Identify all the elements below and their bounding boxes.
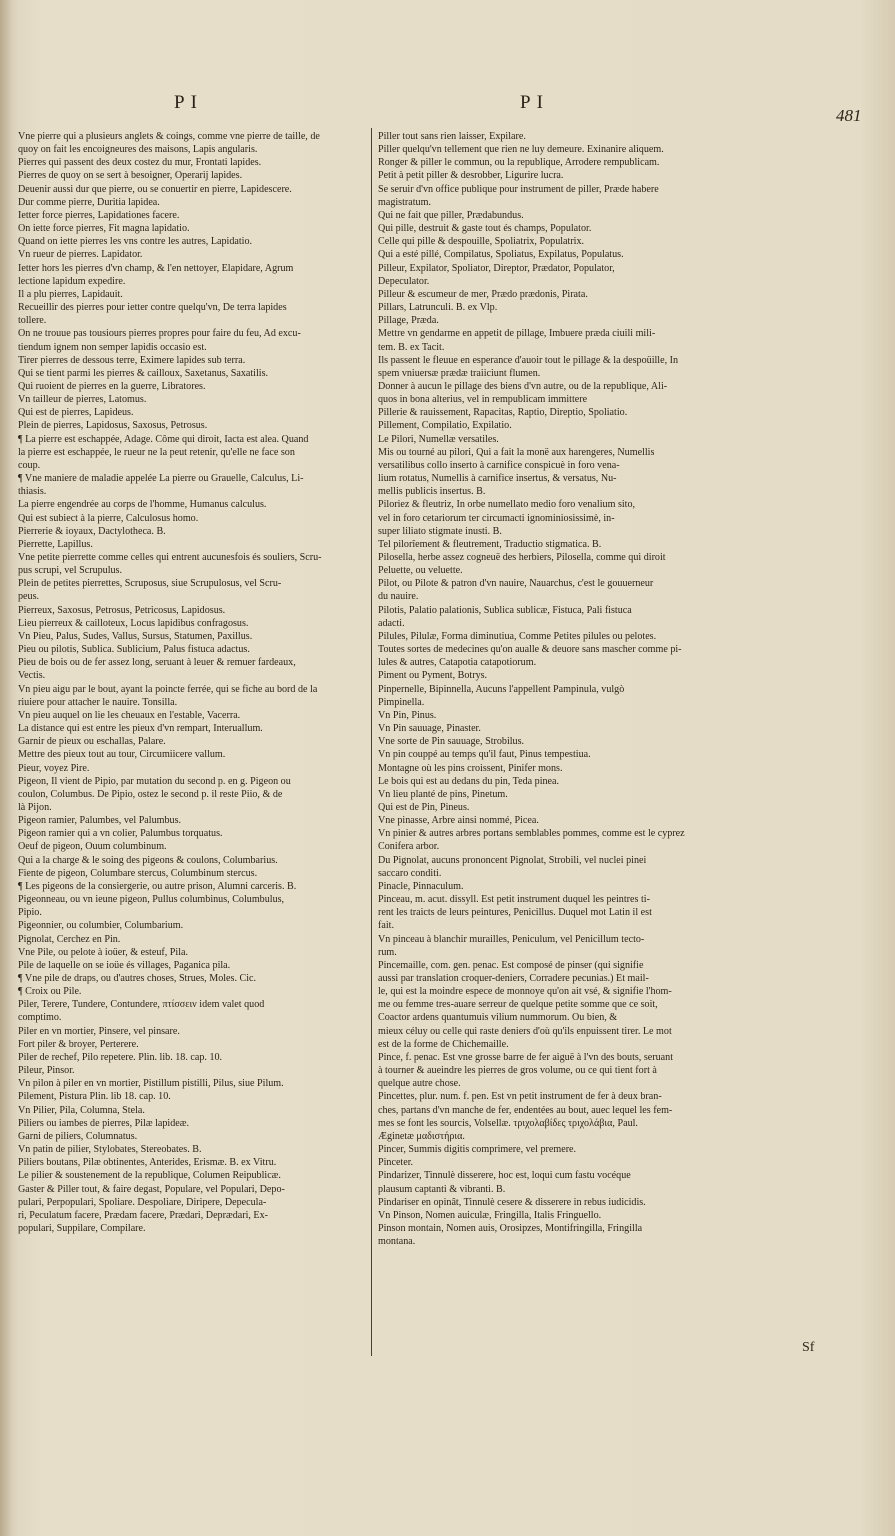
dictionary-line: Piloriez & fleutriz, In orbe numellato medio foro venalium sito, (378, 499, 636, 511)
dictionary-line: Pigeonnier, ou columbier, Columbarium. (18, 920, 184, 932)
dictionary-line: Vn patin de pilier, Stylobates, Stereobates. B. (18, 1144, 202, 1156)
running-head-right: PI (520, 92, 549, 113)
dictionary-line: tiendum ignem non semper lapidis occasio est. (18, 341, 207, 353)
dictionary-line: Pinceter. (378, 1157, 414, 1169)
dictionary-line: Toutes sortes de medecines qu'on aualle & deuore sans mascher comme pi- (378, 644, 682, 656)
dictionary-line: Pilot, ou Pilote & patron d'vn nauire, Nauarchus, c'est le gouuerneur (378, 578, 654, 590)
dictionary-line: Il a plu pierres, Lapidauit. (18, 288, 123, 300)
dictionary-line: Vne sorte de Pin sauuage, Strobilus. (378, 736, 525, 748)
dictionary-line: Pierrerie & ioyaux, Dactylotheca. B. (18, 525, 166, 537)
dictionary-line: Vne pierre qui a plusieurs anglets & coings, comme vne pierre de taille, de (18, 131, 320, 142)
dictionary-line: Pincemaille, com. gen. penac. Est composé de pinser (qui signifie (378, 959, 644, 971)
dictionary-line: Pierreux, Saxosus, Petrosus, Petricosus, Lapidosus. (18, 604, 226, 616)
dictionary-line: Qui est subiect à la pierre, Calculosus homo. (18, 512, 199, 524)
dictionary-line: Mettre vn gendarme en appetit de pillage, Imbuere præda ciuili mili- (378, 328, 656, 340)
dictionary-line: Ils passent le fleuue en esperance d'auoir tout le pillage & la despoüille, In (378, 354, 679, 366)
right-column (378, 130, 848, 1248)
dictionary-line: Pilleur & escumeur de mer, Prædo prædonis, Pirata. (378, 288, 588, 300)
dictionary-line: Vn Pinson, Nomen auiculæ, Fringilla, Italis Fringuello. (378, 1209, 602, 1221)
dictionary-line: rent les traicts de leurs peintures, Penicillus. Duquel mot Latin il est (378, 907, 652, 919)
dictionary-line: Piliers ou iambes de pierres, Pilæ lapideæ. (18, 1117, 190, 1129)
dictionary-line: montana. (378, 1236, 416, 1248)
dictionary-line: Pindariser en opinât, Tinnulè cesere & disserere in rebus iudicidis. (378, 1196, 646, 1208)
dictionary-line: Conifera arbor. (378, 841, 440, 853)
dictionary-line: tem. B. ex Tacit. (378, 341, 445, 353)
dictionary-line: Ietter force pierres, Lapidationes facere. (18, 209, 180, 221)
dictionary-line: Qui ruoient de pierres en la guerre, Libratores. (18, 380, 206, 392)
dictionary-line: Garni de piliers, Columnatus. (18, 1130, 138, 1142)
dictionary-line: Pillage, Præda. (378, 315, 439, 327)
dictionary-line: Lieu pierreux & cailloteux, Locus lapidibus confragosus. (18, 617, 249, 629)
dictionary-line: Pillement, Compilatio, Expilatio. (378, 420, 512, 432)
dictionary-line: Pimpinella. (378, 696, 425, 708)
dictionary-line: lium rotatus, Numellis à carnifice insertus, & versatus, Nu- (378, 473, 617, 485)
running-head-left: PI (174, 92, 203, 113)
dictionary-line: Coactor ardens quantumuis vilium nummorum. Ou bien, & (378, 1012, 618, 1024)
dictionary-line: Le bois qui est au dedans du pin, Teda pinea. (378, 775, 560, 787)
dictionary-line: ¶ La pierre est eschappée, Adage. Côme qui diroit, Iacta est alea. Quand (18, 433, 309, 445)
dictionary-line: Pierres de quoy on se sert à besoigner, Operarij lapides. (18, 170, 243, 182)
dictionary-line: Plein de petites pierrettes, Scruposus, siue Scrupulosus, vel Scru- (18, 578, 282, 590)
dictionary-line: ches, partans d'vn manche de fer, endentées au bout, auec lequel les fem- (378, 1104, 673, 1116)
dictionary-line: Pierres qui passent des deux costez du mur, Frontati lapides. (18, 157, 262, 169)
dictionary-line: Vn pinceau à blanchir murailles, Peniculum, vel Penicillum tecto- (378, 933, 645, 945)
dictionary-line: Celle qui pille & despouille, Spoliatrix, Populatrix. (378, 236, 585, 248)
dictionary-line: Piment ou Pyment, Botrys. (378, 670, 488, 682)
dictionary-line: coulon, Columbus. De Pipio, ostez le second p. il reste Piio, & de (18, 788, 283, 800)
dictionary-line: mellis publicis insertus. B. (378, 486, 486, 498)
dictionary-line: Qui est de Pin, Pineus. (378, 801, 470, 813)
dictionary-line: Ronger & piller le commun, ou la republique, Arrodere rempublicam. (378, 157, 660, 169)
dictionary-line: Donner à aucun le pillage des biens d'vn autre, ou de la republique, Ali- (378, 380, 668, 392)
dictionary-line: Pile de laquelle on se ioüe és villages, Paganica pila. (18, 959, 231, 971)
dictionary-line: Dur comme pierre, Duritia lapidea. (18, 196, 160, 208)
dictionary-line: Pieu de bois ou de fer assez long, seruant à leuer & remuer fardeaux, (18, 657, 296, 669)
dictionary-line: plausum captanti & vibranti. B. (378, 1183, 506, 1195)
dictionary-line: Recueillir des pierres pour ietter contre quelqu'vn, De terra lapides (18, 302, 287, 314)
dictionary-line: Le pilier & soustenement de la republique, Columen Reipublicæ. (18, 1170, 281, 1182)
dictionary-line: Depeculator. (378, 275, 430, 287)
dictionary-line: Qui a la charge & le soing des pigeons & coulons, Columbarius. (18, 854, 278, 866)
dictionary-line: Pigeonneau, ou vn ieune pigeon, Pullus columbinus, Columbulus, (18, 894, 285, 906)
dictionary-line: du nauire. (378, 591, 419, 603)
dictionary-line: Pignolat, Cerchez en Pin. (18, 933, 121, 945)
dictionary-line: lules & autres, Catapotia catapotiorum. (378, 657, 537, 669)
dictionary-line: riuiere pour attacher le nauire. Tonsilla. (18, 696, 178, 708)
dictionary-line: Vn Pin, Pinus. (378, 709, 437, 721)
dictionary-line: ¶ Croix ou Pile. (18, 986, 82, 998)
dictionary-line: Tirer pierres de dessous terre, Eximere lapides sub terra. (18, 354, 246, 366)
dictionary-line: coup. (18, 459, 41, 471)
dictionary-line: là Pijon. (18, 801, 52, 813)
dictionary-line: ¶ Vne pile de draps, ou d'autres choses, Strues, Moles. Cic. (18, 973, 257, 984)
dictionary-line: ri, Peculatum facere, Prædam facere, Prædari, Deprædari, Ex- (18, 1209, 269, 1221)
dictionary-line: Fiente de pigeon, Columbare stercus, Columbinum stercus. (18, 867, 258, 879)
dictionary-line: Oeuf de pigeon, Ouum columbinum. (18, 841, 167, 853)
dictionary-line: Qui ne fait que piller, Prædabundus. (378, 209, 524, 221)
dictionary-line: pus scrupi, vel Scrupulus. (18, 565, 123, 577)
dictionary-line: Vn pieu auquel on lie les cheuaux en l'estable, Vacerra. (18, 709, 241, 721)
dictionary-line: peus. (18, 591, 40, 603)
dictionary-line: Piler de rechef, Pilo repetere. Plin. lib. 18. cap. 10. (18, 1051, 223, 1063)
page-number: 481 (836, 106, 862, 125)
dictionary-line: Peluette, ou veluette. (378, 565, 463, 577)
dictionary-line: Plein de pierres, Lapidosus, Saxosus, Petrosus. (18, 420, 208, 432)
dictionary-line: Vn pinier & autres arbres portans semblables pommes, comme est le cyprez (378, 828, 685, 840)
dictionary-line: vel in foro cetariorum ter circumacti ignominiosissimè, in- (378, 512, 615, 524)
dictionary-line: La distance qui est entre les pieux d'vn rempart, Interuallum. (18, 723, 263, 735)
dictionary-line: Piliers boutans, Pilæ obtinentes, Anterides, Erismæ. B. ex Vitru. (18, 1157, 277, 1169)
dictionary-line: Qui est de pierres, Lapideus. (18, 407, 134, 419)
dictionary-line: Æginetæ μαδιστήρια. (378, 1130, 465, 1142)
dictionary-line: Pinson montain, Nomen auis, Orosipzes, Montifringilla, Fringilla (378, 1222, 643, 1234)
dictionary-line: Pinceau, m. acut. dissyll. Est petit instrument duquel les peintres ti- (378, 894, 650, 906)
dictionary-line: Pilotis, Palatio palationis, Sublica sublicæ, Fistuca, Pali fistuca (378, 604, 632, 616)
dictionary-line: Pierrette, Lapillus. (18, 538, 93, 550)
dictionary-line: spem vniuersæ prædæ traiiciunt flumen. (378, 367, 541, 379)
dictionary-line: Pilules, Pilulæ, Forma diminutiua, Comme Petites pilules ou pelotes. (378, 630, 657, 642)
dictionary-line: Pince, f. penac. Est vne grosse barre de fer aiguë à l'vn des bouts, seruant (378, 1051, 673, 1063)
dictionary-line: Pilement, Pistura Plin. lib 18. cap. 10. (18, 1091, 171, 1103)
dictionary-line: adacti. (378, 617, 405, 629)
dictionary-line: à tourner & aueindre les pierres de gros volume, ou ce qui tient fort à (378, 1065, 657, 1077)
dictionary-line: Qui pille, destruit & gaste tout és champs, Populator. (378, 223, 592, 235)
dictionary-line: super liliato stigmate inusti. B. (378, 525, 502, 537)
dictionary-line: comptimo. (18, 1012, 62, 1024)
dictionary-line: populari, Suppilare, Compilare. (18, 1222, 146, 1234)
dictionary-line: Pincettes, plur. num. f. pen. Est vn petit instrument de fer à deux bran- (378, 1091, 662, 1103)
dictionary-line: Gaster & Piller tout, & faire degast, Populare, vel Populari, Depo- (18, 1183, 285, 1195)
dictionary-line: la pierre est eschappée, le rueur ne la peut retenir, qu'elle ne face son (18, 446, 295, 458)
dictionary-line: Piler, Terere, Tundere, Contundere, πτίσσειν idem valet quod (18, 999, 265, 1011)
dictionary-line: Vn pin couppé au temps qu'il faut, Pinus tempestiua. (378, 749, 591, 761)
dictionary-line: Vn lieu planté de pins, Pinetum. (378, 788, 508, 800)
dictionary-line: La pierre engendrée au corps de l'homme, Humanus calculus. (18, 499, 267, 511)
dictionary-line: magistratum. (378, 196, 431, 208)
dictionary-line: Pigeon, Il vient de Pipio, par mutation du second p. en g. Pigeon ou (18, 775, 291, 787)
dictionary-line: mes se font les sourcis, Volsellæ. τριχολαβίδες τριχολάβια, Paul. (378, 1117, 638, 1129)
dictionary-line: Se seruir d'vn office publique pour instrument de piller, Præde habere (378, 183, 659, 195)
binding-gutter (0, 0, 12, 1536)
dictionary-line: Ietter hors les pierres d'vn champ, & l'en nettoyer, Elapidare, Agrum (18, 262, 294, 274)
dictionary-line: ¶ Les pigeons de la consiergerie, ou autre prison, Alumni carceris. B. (18, 880, 297, 892)
dictionary-line: Pilosella, herbe assez cogneuë des herbiers, Pilosella, comme qui diroit (378, 552, 666, 563)
dictionary-line: Quand on iette pierres les vns contre les autres, Lapidatio. (18, 236, 253, 248)
dictionary-line: Vectis. (18, 670, 46, 682)
dictionary-line: Pipio. (18, 907, 42, 919)
dictionary-line: Pigeon ramier, Palumbes, vel Palumbus. (18, 815, 182, 827)
dictionary-line: Vn Pin sauuage, Pinaster. (378, 723, 481, 735)
dictionary-line: saccaro conditi. (378, 867, 442, 879)
dictionary-line: Pillars, Latrunculi. B. ex Vlp. (378, 302, 498, 314)
dictionary-line: pulari, Perpopulari, Spoliare. Despoliare, Diripere, Depecula- (18, 1196, 267, 1208)
dictionary-line: Pilleur, Expilator, Spoliator, Direptor, Prædator, Populator, (378, 262, 615, 274)
dictionary-line: Qui a esté pillé, Compilatus, Spoliatus, Expilatus, Populatus. (378, 249, 624, 261)
dictionary-line: Pieu ou pilotis, Sublica. Sublicium, Palus fistuca adactus. (18, 644, 250, 656)
dictionary-line: Piller quelqu'vn tellement que rien ne luy demeure. Exinanire aliquem. (378, 144, 664, 156)
dictionary-line: Petit à petit piller & desrobber, Ligurire lucra. (378, 170, 564, 182)
dictionary-line: Pindarizer, Tinnulè disserere, hoc est, loqui cum fastu vocéque (378, 1170, 631, 1182)
dictionary-line: Vn pilon à piler en vn mortier, Pistillum pistilli, Pilus, siue Pilum. (18, 1078, 284, 1090)
dictionary-line: lectione lapidum expedire. (18, 275, 126, 287)
dictionary-line: Vn Pilier, Pila, Columna, Stela. (18, 1104, 145, 1116)
dictionary-line: Qui se tient parmi les pierres & cailloux, Saxetanus, Saxatilis. (18, 367, 269, 379)
dictionary-line: Piller tout sans rien laisser, Expilare. (378, 131, 526, 142)
dictionary-line: On iette force pierres, Fit magna lapidatio. (18, 223, 190, 235)
dictionary-line: Fort piler & broyer, Perterere. (18, 1038, 139, 1050)
dictionary-line: Mettre des pieux tout au tour, Circumiicere vallum. (18, 749, 226, 761)
dictionary-line: Vne petite pierrette comme celles qui entrent aucunesfois és souliers, Scru- (18, 552, 322, 563)
dictionary-line: tollere. (18, 315, 47, 327)
dictionary-line: Pinpernelle, Bipinnella, Aucuns l'appellent Pampinula, vulgò (378, 683, 625, 695)
dictionary-line: Pieur, voyez Pire. (18, 762, 90, 774)
dictionary-line: Pigeon ramier qui a vn colier, Palumbus torquatus. (18, 828, 223, 840)
dictionary-line: Mis ou tourné au pilori, Qui a fait la monë aux harengeres, Numellis (378, 446, 655, 458)
column-divider (371, 128, 372, 1356)
dictionary-line: Du Pignolat, aucuns prononcent Pignolat, Strobili, vel nuclei pinei (378, 854, 647, 866)
dictionary-line: Montagne où les pins croissent, Pinifer mons. (378, 762, 563, 774)
dictionary-line: Piler en vn mortier, Pinsere, vel pinsare. (18, 1025, 180, 1037)
dictionary-line: le, qui est la moindre espece de monnoye qu'on ait vsé, & signifie l'hom- (378, 986, 672, 998)
catchword: Sf (802, 1340, 815, 1355)
dictionary-line: Pileur, Pinsor. (18, 1065, 75, 1077)
dictionary-line: On ne trouue pas tousiours pierres propres pour faire du feu, Ad excu- (18, 328, 301, 340)
dictionary-line: Vne Pile, ou pelote à ioüer, & esteuf, Pila. (18, 946, 189, 958)
dictionary-line: Pinacle, Pinnaculum. (378, 880, 464, 892)
dictionary-line: Vn rueur de pierres. Lapidator. (18, 249, 143, 261)
dictionary-line: Vn tailleur de pierres, Latomus. (18, 394, 147, 406)
dictionary-line: ¶ Vne maniere de maladie appelée La pierre ou Grauelle, Calculus, Li- (18, 473, 304, 485)
dictionary-line: aussi par translation croquer-deniers, Corradere pecunias.) Et mail- (378, 973, 649, 984)
dictionary-line: Le Pilori, Numellæ versatiles. (378, 433, 499, 445)
dictionary-line: quoy on fait les encoigneures des maisons, Lapis angularis. (18, 144, 258, 156)
dictionary-line: mieux céluy ou celle qui raste deniers d'où qu'ils enpuissent tirer. Le mot (378, 1025, 672, 1037)
dictionary-line: Pillerie & rauissement, Rapacitas, Raptio, Direptio, Spoliatio. (378, 407, 628, 419)
dictionary-line: Vn pieu aigu par le bout, ayant la poincte ferrée, qui se fiche au bord de la (18, 683, 318, 695)
dictionary-line: Vn Pieu, Palus, Sudes, Vallus, Sursus, Statumen, Paxillus. (18, 630, 253, 642)
dictionary-line: Deuenir aussi dur que pierre, ou se conuertir en pierre, Lapidescere. (18, 183, 292, 195)
dictionary-line: quelque autre chose. (378, 1078, 461, 1090)
dictionary-line: Pincer, Summis digitis comprimere, vel premere. (378, 1144, 577, 1156)
dictionary-line: est de la forme de Chichemaille. (378, 1038, 509, 1050)
dictionary-line: quos in bona alterius, vel in rempublicam immittere (378, 394, 588, 406)
left-column (18, 130, 368, 1235)
dictionary-line: fait. (378, 920, 394, 932)
dictionary-line: Tel pilorîement & fleutrement, Traductio stigmatica. B. (378, 538, 602, 550)
dictionary-line: me ou femme tres-auare serreur de quelque petite somme que ce soit, (378, 999, 658, 1011)
dictionary-line: thiasis. (18, 486, 47, 498)
dictionary-line: Vne pinasse, Arbre ainsi nommé, Picea. (378, 815, 539, 827)
dictionary-line: rum. (378, 946, 397, 958)
dictionary-line: Garnir de pieux ou eschallas, Palare. (18, 736, 166, 748)
dictionary-line: versatilibus collo inserto à carnifice conspicuè in foro vena- (378, 459, 620, 471)
